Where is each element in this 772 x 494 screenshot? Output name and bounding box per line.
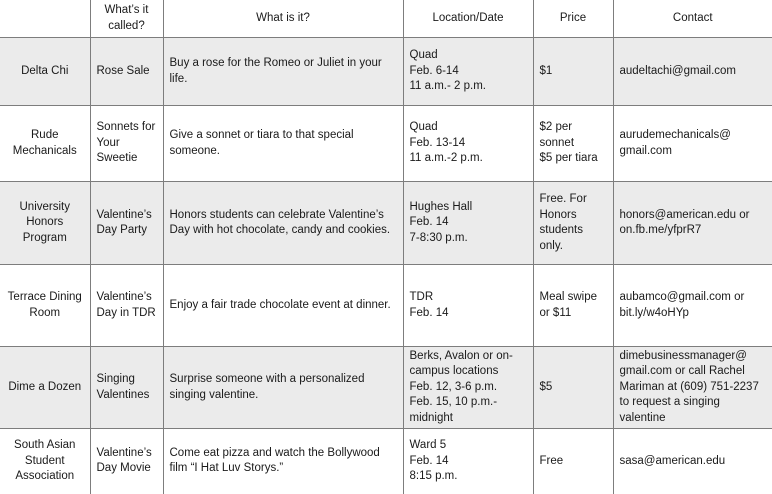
header-contact: Contact	[613, 0, 772, 38]
event-name-cell: Rose Sale	[90, 38, 163, 106]
event-name-cell: Sonnets for Your Sweetie	[90, 106, 163, 182]
org-cell: Delta Chi	[0, 38, 90, 106]
description-cell: Enjoy a fair trade chocolate event at dinner.	[163, 265, 403, 347]
table-row	[0, 265, 772, 347]
event-name-cell: Valentine’s Day Movie	[90, 429, 163, 494]
org-cell: Terrace Dining Room	[0, 265, 90, 347]
table-row	[0, 38, 772, 106]
price-cell: Free	[533, 429, 613, 494]
table-row	[0, 182, 772, 265]
contact-cell: sasa@american.edu	[613, 429, 772, 494]
price-cell: Free. For Honors students only.	[533, 182, 613, 265]
event-name-cell: Valentine’s Day Party	[90, 182, 163, 265]
table-row	[0, 429, 772, 494]
header-org	[0, 0, 90, 38]
header-name: What’s it called?	[90, 0, 163, 38]
contact-cell: audeltachi@gmail.com	[613, 38, 772, 106]
location-date-cell: Berks, Avalon or on-campus locations Feb. 12, 3-6 p.m. Feb. 15, 10 p.m.-midnight	[403, 347, 533, 429]
description-cell: Buy a rose for the Romeo or Juliet in your life.	[163, 38, 403, 106]
location-date-cell: Hughes Hall Feb. 14 7-8:30 p.m.	[403, 182, 533, 265]
contact-cell: honors@american.edu or on.fb.me/yfprR7	[613, 182, 772, 265]
location-date-cell: Quad Feb. 13-14 11 a.m.-2 p.m.	[403, 106, 533, 182]
header-price: Price	[533, 0, 613, 38]
location-date-cell: Ward 5 Feb. 14 8:15 p.m.	[403, 429, 533, 494]
org-cell: Dime a Dozen	[0, 347, 90, 429]
org-cell: University Honors Program	[0, 182, 90, 265]
contact-cell: aurudemechanicals@ gmail.com	[613, 106, 772, 182]
description-cell: Honors students can celebrate Valentine’s Day with hot chocolate, candy and cookies.	[163, 182, 403, 265]
header-location-date: Location/Date	[403, 0, 533, 38]
price-cell: Meal swipe or $11	[533, 265, 613, 347]
price-cell: $5	[533, 347, 613, 429]
table-row	[0, 347, 772, 429]
price-cell: $1	[533, 38, 613, 106]
price-cell: $2 per sonnet $5 per tiara	[533, 106, 613, 182]
header-row	[0, 0, 772, 38]
org-cell: South Asian Student Association	[0, 429, 90, 494]
description-cell: Give a sonnet or tiara to that special someone.	[163, 106, 403, 182]
table-row	[0, 106, 772, 182]
location-date-cell: Quad Feb. 6-14 11 a.m.- 2 p.m.	[403, 38, 533, 106]
description-cell: Come eat pizza and watch the Bollywood film “I Hat Luv Storys.”	[163, 429, 403, 494]
contact-cell: dimebusinessmanager@ gmail.com or call Rachel Mariman at (609) 751-2237 to request a singing valentine	[613, 347, 772, 429]
contact-cell: aubamco@gmail.com or bit.ly/w4oHYp	[613, 265, 772, 347]
location-date-cell: TDR Feb. 14	[403, 265, 533, 347]
org-cell: Rude Mechanicals	[0, 106, 90, 182]
event-name-cell: Singing Valentines	[90, 347, 163, 429]
description-cell: Surprise someone with a personalized singing valentine.	[163, 347, 403, 429]
header-description: What is it?	[163, 0, 403, 38]
event-name-cell: Valentine’s Day in TDR	[90, 265, 163, 347]
